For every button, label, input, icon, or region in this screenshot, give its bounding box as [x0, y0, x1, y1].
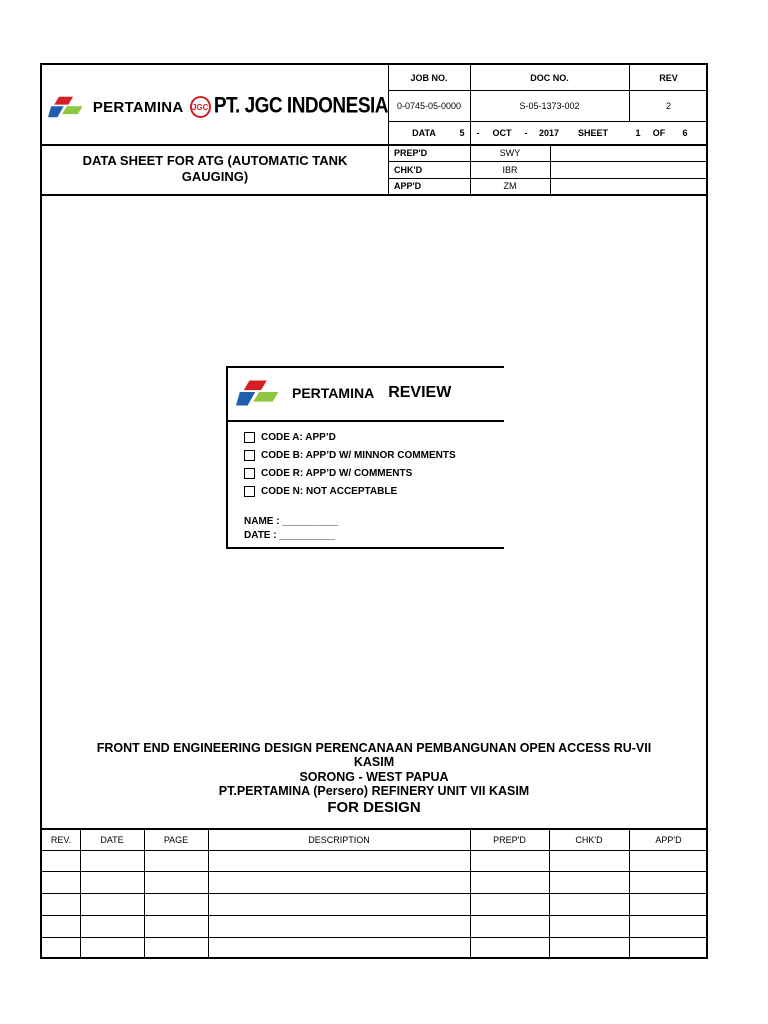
table-rule: [42, 915, 708, 916]
review-code-b[interactable]: [244, 450, 456, 461]
job-no-label: JOB NO.: [410, 72, 448, 83]
table-rule: [42, 871, 708, 872]
document-title: DATA SHEET FOR ATG (AUTOMATIC TANK GAUGING): [82, 153, 348, 184]
review-code-label: CODE B: APP’D W/ MINNOR COMMENTS: [261, 450, 456, 461]
project-owner: PT.PERTAMINA (Persero) REFINERY UNIT VII KASIM: [218, 784, 530, 798]
date-label: DATA: [412, 127, 436, 138]
table-header-chkd: CHK'D: [575, 834, 603, 845]
table-header-date: DATE: [100, 834, 124, 845]
data-sheet-frame: [40, 63, 708, 959]
header-logos: [48, 87, 388, 127]
appd-value: ZM: [503, 181, 517, 191]
table-header-prepd: PREP'D: [493, 834, 526, 845]
review-code-a[interactable]: [244, 432, 336, 443]
review-code-n[interactable]: [244, 486, 397, 497]
stamp-date-line: DATE : __________: [244, 530, 335, 541]
table-header-rev: REV.: [50, 834, 72, 845]
jgc-logo-icon: JGC: [190, 96, 211, 118]
pertamina-logo-icon: [236, 378, 286, 408]
table-header-description: DESCRIPTION: [308, 834, 370, 845]
pertamina-brand: PERTAMINA: [92, 98, 184, 116]
header-rule: [42, 194, 708, 196]
jgc-brand: PT. JGC INDONESIA: [213, 94, 388, 119]
job-no-value: 0-0745-05-0000: [396, 100, 462, 111]
appd-label: APP'D: [394, 181, 422, 191]
table-rule: [42, 937, 708, 938]
chkd-label: CHK'D: [394, 164, 423, 175]
sheet-label: SHEET: [577, 127, 608, 138]
stamp-divider: [228, 420, 504, 422]
stamp-brand: PERTAMINA: [292, 385, 375, 401]
date-day: 5: [459, 127, 465, 138]
document-purpose: FOR DESIGN: [327, 799, 421, 816]
doc-no-value: S-05-1373-002: [519, 100, 580, 111]
date-year: 2017: [538, 127, 560, 138]
review-code-label: CODE N: NOT ACCEPTABLE: [261, 486, 398, 497]
table-header-page: PAGE: [163, 834, 189, 845]
project-title-line1: FRONT END ENGINEERING DESIGN PERENCANAAN PEMBANGUNAN OPEN ACCESS RU-VII: [96, 741, 652, 755]
table-rule: [42, 850, 708, 851]
checkbox[interactable]: [244, 486, 255, 497]
prepd-value: SWY: [499, 148, 521, 158]
stamp-name-line: NAME : __________: [244, 516, 338, 527]
doc-no-label: DOC NO.: [530, 72, 569, 83]
stamp-review-title: REVIEW: [388, 384, 452, 401]
review-stamp: [226, 366, 504, 549]
rev-value: 2: [665, 100, 671, 111]
sheet-total: 6: [682, 127, 688, 138]
project-title-line2: KASIM: [353, 755, 395, 769]
pertamina-logo-icon: [48, 92, 89, 122]
date-separator: -: [524, 127, 528, 138]
table-rule: [42, 893, 708, 894]
prepd-label: PREP'D: [394, 148, 428, 158]
sheet-of: OF: [652, 127, 666, 138]
header-divider: [550, 145, 551, 195]
sheet-number: 1: [635, 127, 641, 138]
rev-label: REV: [659, 72, 678, 83]
project-location: SORONG - WEST PAPUA: [299, 770, 449, 784]
chkd-value: IBR: [502, 164, 518, 175]
table-header-appd: APP'D: [655, 834, 682, 845]
checkbox[interactable]: [244, 450, 255, 461]
review-code-r[interactable]: [244, 468, 412, 479]
date-month: OCT: [492, 127, 512, 138]
date-separator: -: [476, 127, 480, 138]
checkbox[interactable]: [244, 468, 255, 479]
review-code-label: CODE A: APP’D: [261, 432, 336, 443]
review-code-label: CODE R: APP’D W/ COMMENTS: [261, 468, 413, 479]
checkbox[interactable]: [244, 432, 255, 443]
